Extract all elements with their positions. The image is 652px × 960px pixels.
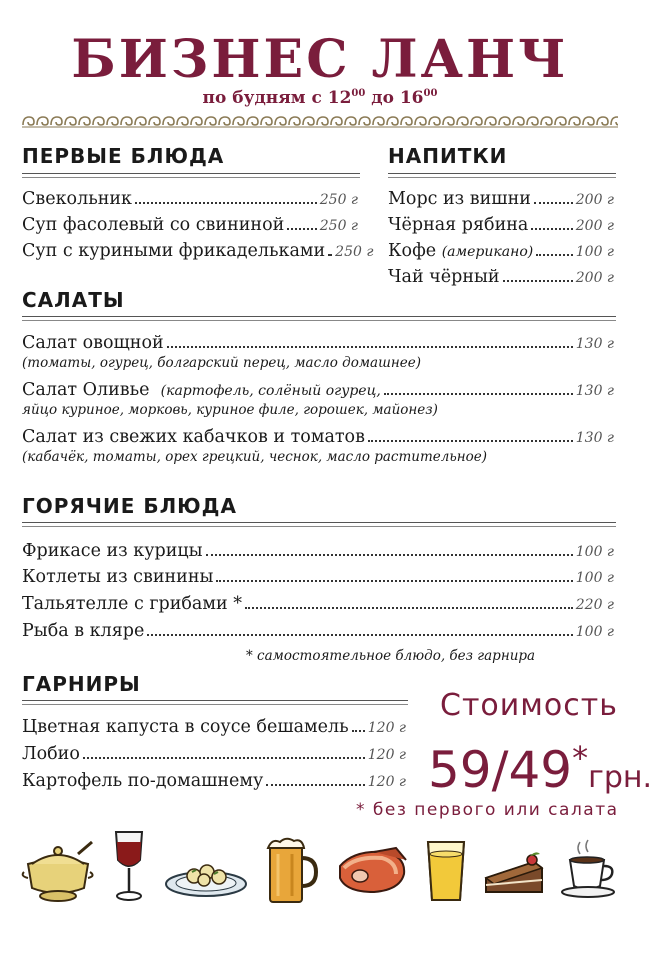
section-divider [22, 522, 616, 527]
ornament-border [22, 114, 618, 128]
item-description: (кабачёк, томаты, орех грецкий, чеснок, масло растительное) [22, 449, 488, 465]
beer-mug-icon [264, 836, 318, 906]
menu-item: Лобио 120 г [22, 744, 406, 764]
menu-item: Суп с куриными фрикадельками 250 г [22, 241, 374, 261]
section-title-sides: ГАРНИРЫ [22, 672, 141, 696]
section-divider [22, 700, 408, 705]
section-title-drinks: НАПИТКИ [388, 144, 508, 168]
wine-glass-icon [112, 828, 146, 904]
menu-item: Салат из свежих кабачков и томатов 130 г [22, 427, 614, 447]
soup-tureen-icon [18, 836, 98, 906]
menu-item: Фрикасе из курицы 100 г [22, 541, 614, 561]
menu-title: БИЗНЕС ЛАНЧ [71, 29, 569, 90]
menu-item: Цветная капуста в соусе бешамель 120 г [22, 717, 406, 737]
price-note: * без первого или салата [356, 800, 619, 820]
menu-item: Салат Оливье (картофель, солёный огурец, 130 г [22, 380, 614, 400]
menu-item: Рыба в кляре 100 г [22, 621, 614, 641]
footnote: * самостоятельное блюдо, без гарнира [246, 648, 536, 664]
price-label: Стоимость [440, 688, 618, 723]
cake-slice-icon [482, 852, 546, 900]
section-divider [22, 173, 360, 178]
menu-item: Салат овощной 130 г [22, 333, 614, 353]
section-title-first-courses: ПЕРВЫЕ БЛЮДА [22, 144, 225, 168]
item-description: яйцо куриное, морковь, куриное филе, горошек, майонез) [22, 402, 438, 418]
juice-glass-icon [424, 838, 468, 904]
menu-item: Картофель по-домашнему 120 г [22, 771, 406, 791]
menu-item: Тальятелле с грибами * 220 г [22, 594, 614, 614]
menu-item: Свекольник 250 г [22, 189, 358, 209]
menu-item: Морс из вишни 200 г [388, 189, 614, 209]
section-title-salads: САЛАТЫ [22, 288, 125, 312]
menu-item: Кофе (американо) 100 г [388, 241, 614, 261]
item-description: (томаты, огурец, болгарский перец, масло домашнее) [22, 355, 421, 371]
menu-item: Чёрная рябина 200 г [388, 215, 614, 235]
coffee-cup-icon [558, 838, 620, 900]
section-divider [22, 316, 616, 321]
section-title-hot-dishes: ГОРЯЧИЕ БЛЮДА [22, 494, 237, 518]
menu-item: Чай чёрный 200 г [388, 267, 614, 287]
dumplings-plate-icon [164, 858, 248, 898]
meat-icon [334, 846, 410, 898]
price-value: 59/49*грн. [428, 739, 652, 799]
menu-item: Суп фасолевый со свининой 250 г [22, 215, 358, 235]
section-divider [388, 173, 616, 178]
menu-subtitle: по будням с $12^{00}$ до $16^{00}$ [202, 88, 438, 108]
menu-item: Котлеты из свинины 100 г [22, 567, 614, 587]
